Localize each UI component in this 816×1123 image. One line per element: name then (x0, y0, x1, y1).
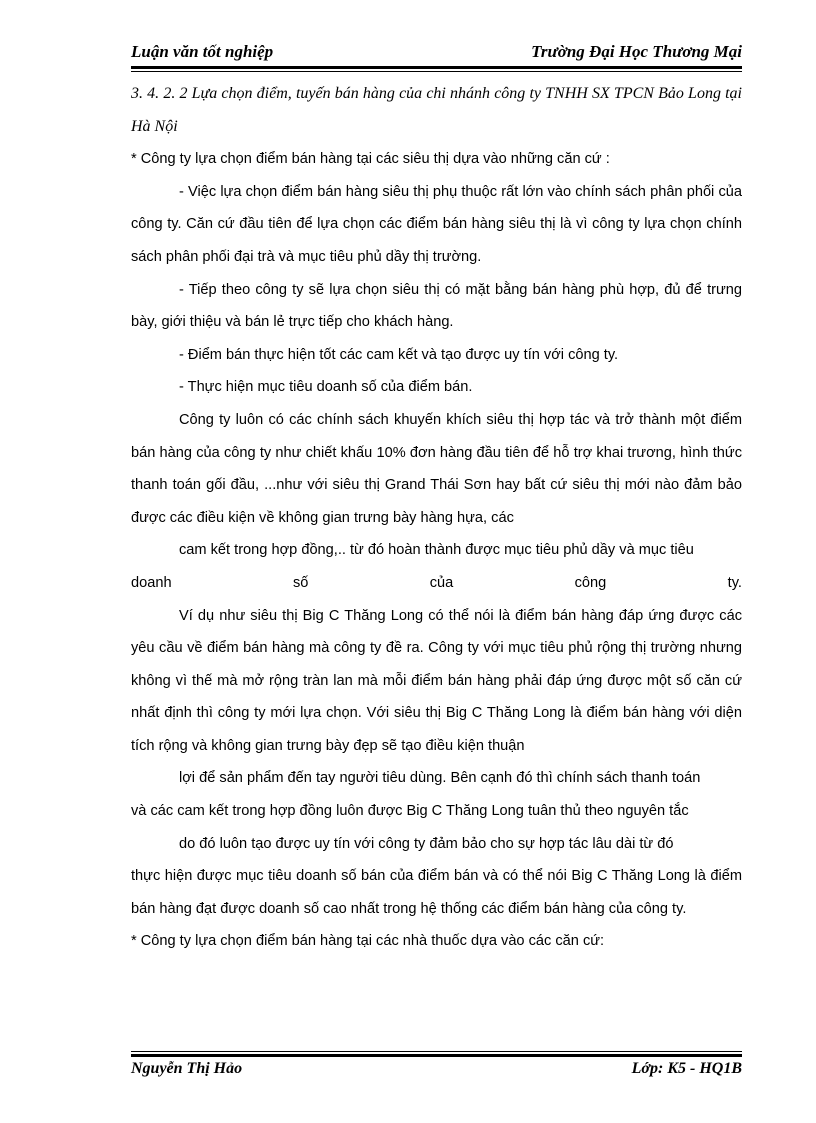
footer-rule-thin (131, 1051, 742, 1052)
paragraph-incentive-continuation: cam kết trong hợp đồng,.. từ đó hoàn thành được mục tiêu phủ dầy và mục tiêu (179, 542, 694, 559)
spread-word: số (292, 574, 309, 591)
footer-class-label: Lớp: K5 - HQ1B (631, 1060, 742, 1077)
page-header (131, 40, 742, 68)
paragraph-criterion-sales-floor: - Tiếp theo công ty sẽ lựa chọn siêu thị có mặt bằng bán hàng phù hợp, đủ để trưng bày, giới thiệu và bán lẻ trực tiếp cho khách hàng. (131, 281, 742, 331)
header-university-name: Trường Đại Học Thương Mại (531, 42, 742, 61)
paragraph-big-c-example: Ví dụ như siêu thị Big C Thăng Long có thể nói là điểm bán hàng đáp ứng được các yêu cầu về điểm bán hàng mà công ty đề ra. Công ty với mục tiêu phủ rộng thị trường nhưng không vì thế mà mở rộng tràn lan mà mỗi điểm bán hàng phải đáp ứng được một số căn cứ nhất định thì công ty mới lựa chọn. Với siêu thị Big C Thăng Long là điểm bán hàng với diện tích rộng và không gian trưng bày đẹp sẽ tạo điều kiện thuận (131, 607, 742, 754)
header-rule-thick (131, 66, 742, 69)
paragraph-big-c-continuation-1: lợi để sản phẩm đến tay người tiêu dùng. Bên cạnh đó thì chính sách thanh toán (179, 770, 701, 787)
paragraph-criterion-sales-target: - Thực hiện mục tiêu doanh số của điểm bán. (179, 379, 473, 396)
paragraph-pharmacy-criteria-intro: * Công ty lựa chọn điểm bán hàng tại các nhà thuốc dựa vào các căn cứ: (131, 933, 605, 950)
paragraph-supermarket-criteria-intro: * Công ty lựa chọn điểm bán hàng tại các siêu thị dựa vào những căn cứ : (131, 151, 610, 168)
paragraph-big-c-continuation-3: do đó luôn tạo được uy tín với công ty đảm bảo cho sự hợp tác lâu dài từ đó (179, 835, 674, 852)
header-rule-thin (131, 71, 742, 72)
spread-line (131, 567, 742, 600)
paragraph-criterion-distribution-policy: - Việc lựa chọn điểm bán hàng siêu thị phụ thuộc rất lớn vào chính sách phân phối của công ty. Căn cứ đầu tiên để lựa chọn các điểm bán hàng siêu thị là vì công ty lựa chọn chính sách phân phối đại trà và mục tiêu phủ dầy thị trường. (131, 183, 742, 265)
paragraph-criterion-commitments: - Điểm bán thực hiện tốt các cam kết và tạo được uy tín với công ty. (179, 346, 619, 363)
footer-author-name: Nguyễn Thị Hảo (131, 1060, 243, 1077)
paragraph-incentive-policies: Công ty luôn có các chính sách khuyến khích siêu thị hợp tác và trở thành một điểm bán hàng của công ty như chiết khấu 10% đơn hàng đầu tiên để hỗ trợ khai trương, hình thức thanh toán gối đầu, ...như với siêu thị Grand Thái Sơn hay bất cứ siêu thị mới nào đảm bảo được các điều kiện về không gian trưng bày hàng hựa, các (131, 411, 742, 526)
section-title: 3. 4. 2. 2 Lựa chọn điểm, tuyến bán hàng của chi nhánh công ty TNHH SX TPCN Bảo Long tại Hà Nội (131, 85, 742, 135)
paragraph-big-c-continuation-2: và các cam kết trong hợp đồng luôn được Big C Thăng Long tuân thủ theo nguyên tắc (131, 803, 689, 820)
spread-word: doanh (131, 574, 172, 591)
spread-word: của (429, 574, 454, 591)
header-thesis-label: Luận văn tốt nghiệp (131, 42, 274, 61)
paragraph-big-c-conclusion: thực hiện được mục tiêu doanh số bán của điểm bán và có thể nói Big C Thăng Long là điểm bán hàng đạt được doanh số cao nhất trong hệ thống các điểm bán hàng của công ty. (131, 868, 742, 917)
spread-word: công (574, 574, 607, 591)
page-body (131, 78, 742, 958)
footer-rule-thick (131, 1054, 742, 1057)
spread-word: ty. (727, 574, 742, 591)
